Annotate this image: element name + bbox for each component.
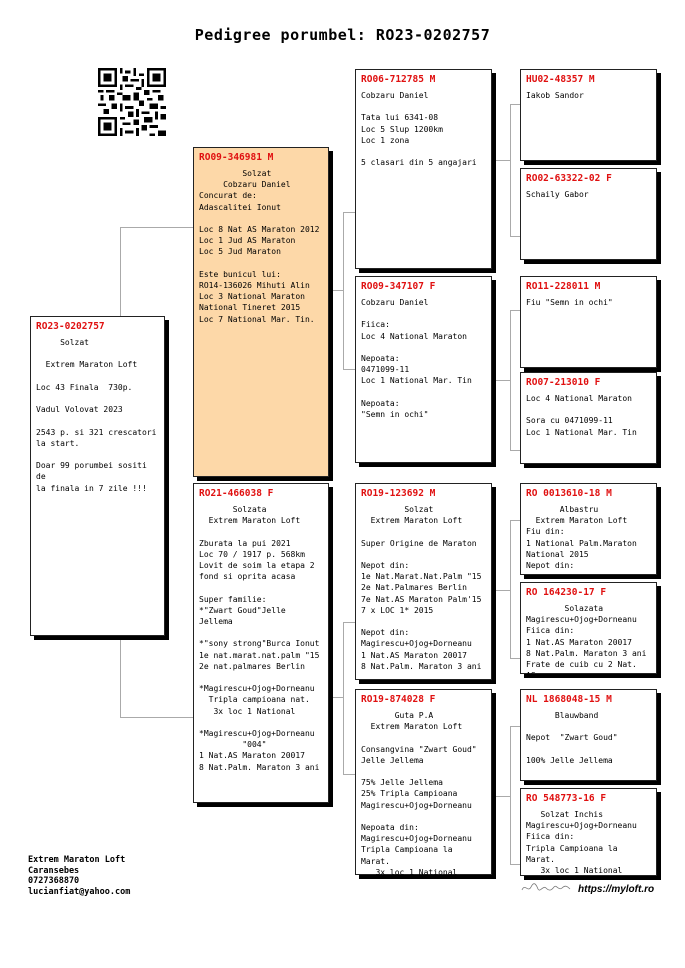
connector-line	[510, 450, 520, 451]
connector-line	[343, 622, 355, 623]
connector-line	[510, 104, 511, 236]
connector-line	[492, 380, 510, 381]
ring-number: RO02-63322-02 F	[526, 173, 612, 184]
ring-number: RO 548773-16 F	[526, 793, 607, 804]
ring-number: RO23-0202757	[36, 321, 105, 332]
pigeon-details: Solzat Inchis Magirescu+Ojog+Dorneanu Fiica din: Tripla Campioana la Marat. 3x loc 1 National	[526, 810, 637, 876]
connector-line	[329, 290, 343, 291]
pigeon-card-dam	[193, 483, 329, 803]
pigeon-details: Fiu "Semn in ochi"	[526, 298, 613, 307]
connector-line	[510, 520, 511, 658]
pigeon-card-dss	[520, 483, 657, 575]
pigeon-card-sire-sire	[355, 69, 492, 269]
ring-number: RO19-123692 M	[361, 488, 436, 499]
connector-line	[343, 212, 344, 369]
pigeon-card-sss	[520, 69, 657, 161]
pigeon-details: Solzata Extrem Maraton Loft Zburata la pui 2021 Loc 70 / 1917 p. 568km Lovit de soim la etapa 2 fond si oprita acasa Super familie: *"Zwart Goud"Jelle Jellema *"sony strong"Burca Ionut 1e nat.marat.nat.palm "15 2e nat.palmares Berlin *Magirescu+Ojog+Dorneanu Tripla campioana nat. 3x loc 1 National *Magirescu+Ojog+Dorneanu "004" 1 Nat.AS Maraton 20017 8 Nat.Palm. Maraton 3 ani	[199, 505, 320, 772]
pigeon-details: Solzat Cobzaru Daniel Concurat de: Adascalitei Ionut Loc 8 Nat AS Maraton 2012 Loc 1 Jud AS Maraton Loc 5 Jud Maraton Este bunicul lui: RO14-136026 Mihuti Alin Loc 3 National Maraton National Tineret 2015 Loc 7 National Mar. Tin.	[199, 169, 320, 324]
pigeon-card-ssd	[520, 168, 657, 260]
qr-code-icon	[98, 68, 166, 136]
connector-line	[510, 726, 520, 727]
connector-line	[510, 520, 520, 521]
ring-number: NL 1868048-15 M	[526, 694, 612, 705]
pigeon-card-sds	[520, 276, 657, 368]
pigeon-details: Guta P.A Extrem Maraton Loft Consangvina "Zwart Goud" Jelle Jellema 75% Jelle Jellema 25% Tripla Campioana Magirescu+Ojog+Dorneanu Nepoata din: Magirescu+Ojog+Dorneanu Tripla Campioana la Marat. 3x loc 1 National	[361, 711, 477, 877]
pigeon-card-sdd	[520, 372, 657, 464]
connector-line	[492, 160, 510, 161]
pigeon-card-dds	[520, 689, 657, 781]
signature	[520, 881, 572, 895]
pigeon-details: Solzat Extrem Maraton Loft Loc 43 Finala 730p. Vadul Volovat 2023 2543 p. si 321 crescatori la start. Doar 99 porumbei sositi de la finala in 7 zile !!!	[36, 338, 157, 493]
page-title: Pedigree porumbel: RO23-0202757	[194, 26, 491, 44]
connector-line	[492, 796, 510, 797]
connector-line	[510, 726, 511, 864]
pigeon-details: Solzat Extrem Maraton Loft Super Origine de Maraton Nepot din: 1e Nat.Marat.Nat.Palm "15 2e Nat.Palmares Berlin 7e Nat.AS Maraton Palm'15 7 x LOC 1* 2015 Nepot din: Magirescu+Ojog+Dorneanu 1 Nat.AS Maraton 20017 8 Nat.Palm. Maraton 3 ani	[361, 505, 482, 671]
connector-line	[510, 236, 520, 237]
pigeon-details: Cobzaru Daniel Tata lui 6341-08 Loc 5 Slup 1200km Loc 1 zona 5 clasari din 5 angajari	[361, 91, 477, 168]
pigeon-card-subject	[30, 316, 165, 636]
ring-number: RO09-346981 M	[199, 152, 274, 163]
ring-number: RO09-347107 F	[361, 281, 436, 292]
connector-line	[510, 864, 520, 865]
pigeon-details: Blauwband Nepot "Zwart Goud" 100% Jelle Jellema	[526, 711, 618, 765]
connector-line	[343, 774, 355, 775]
connector-line	[343, 622, 344, 774]
connector-line	[120, 227, 121, 318]
connector-line	[120, 717, 194, 718]
pigeon-card-dam-sire	[355, 483, 492, 680]
connector-line	[343, 212, 355, 213]
pigeon-card-sire-dam	[355, 276, 492, 463]
ring-number: RO 164230-17 F	[526, 587, 607, 598]
ring-number: RO07-213010 F	[526, 377, 601, 388]
ring-number: RO21-466038 F	[199, 488, 274, 499]
website-link[interactable]: https://myloft.ro	[578, 884, 655, 895]
ring-number: RO06-712785 M	[361, 74, 436, 85]
pigeon-details: Loc 4 National Maraton Sora cu 0471099-11 Loc 1 National Mar. Tin	[526, 394, 637, 437]
pigeon-details: Solazata Magirescu+Ojog+Dorneanu Fiica din: 1 Nat.AS Maraton 20017 8 Nat.Palm. Maraton 3 ani Frate de cuib cu 2 Nat. AS	[526, 604, 647, 681]
pigeon-details: Iakob Sandor	[526, 91, 584, 100]
ring-number: RO 0013610-18 M	[526, 488, 612, 499]
pigeon-card-sire	[193, 147, 329, 477]
loft-contact: Extrem Maraton Loft Caransebes 0727368870 lucianfiat@yahoo.com	[28, 855, 131, 897]
ring-number: RO11-228011 M	[526, 281, 601, 292]
connector-line	[329, 697, 343, 698]
pigeon-details: Cobzaru Daniel Fiica: Loc 4 National Maraton Nepoata: 0471099-11 Loc 1 National Mar. Tin Nepoata: "Semn in ochi"	[361, 298, 472, 420]
pigeon-card-dsd	[520, 582, 657, 681]
connector-line	[492, 590, 510, 591]
connector-line	[510, 310, 520, 311]
connector-line	[510, 658, 520, 659]
pigeon-card-dam-dam	[355, 689, 492, 875]
connector-line	[120, 636, 121, 717]
connector-line	[343, 369, 355, 370]
connector-line	[510, 310, 511, 450]
pigeon-details: Albastru Extrem Maraton Loft Fiu din: 1 National Palm.Maraton National 2015 Nepot din:	[526, 505, 637, 571]
connector-line	[510, 104, 520, 105]
connector-line	[120, 227, 194, 228]
pigeon-card-ddd	[520, 788, 657, 876]
pigeon-details: Schaily Gabor	[526, 190, 589, 199]
ring-number: RO19-874028 F	[361, 694, 436, 705]
ring-number: HU02-48357 M	[526, 74, 595, 85]
